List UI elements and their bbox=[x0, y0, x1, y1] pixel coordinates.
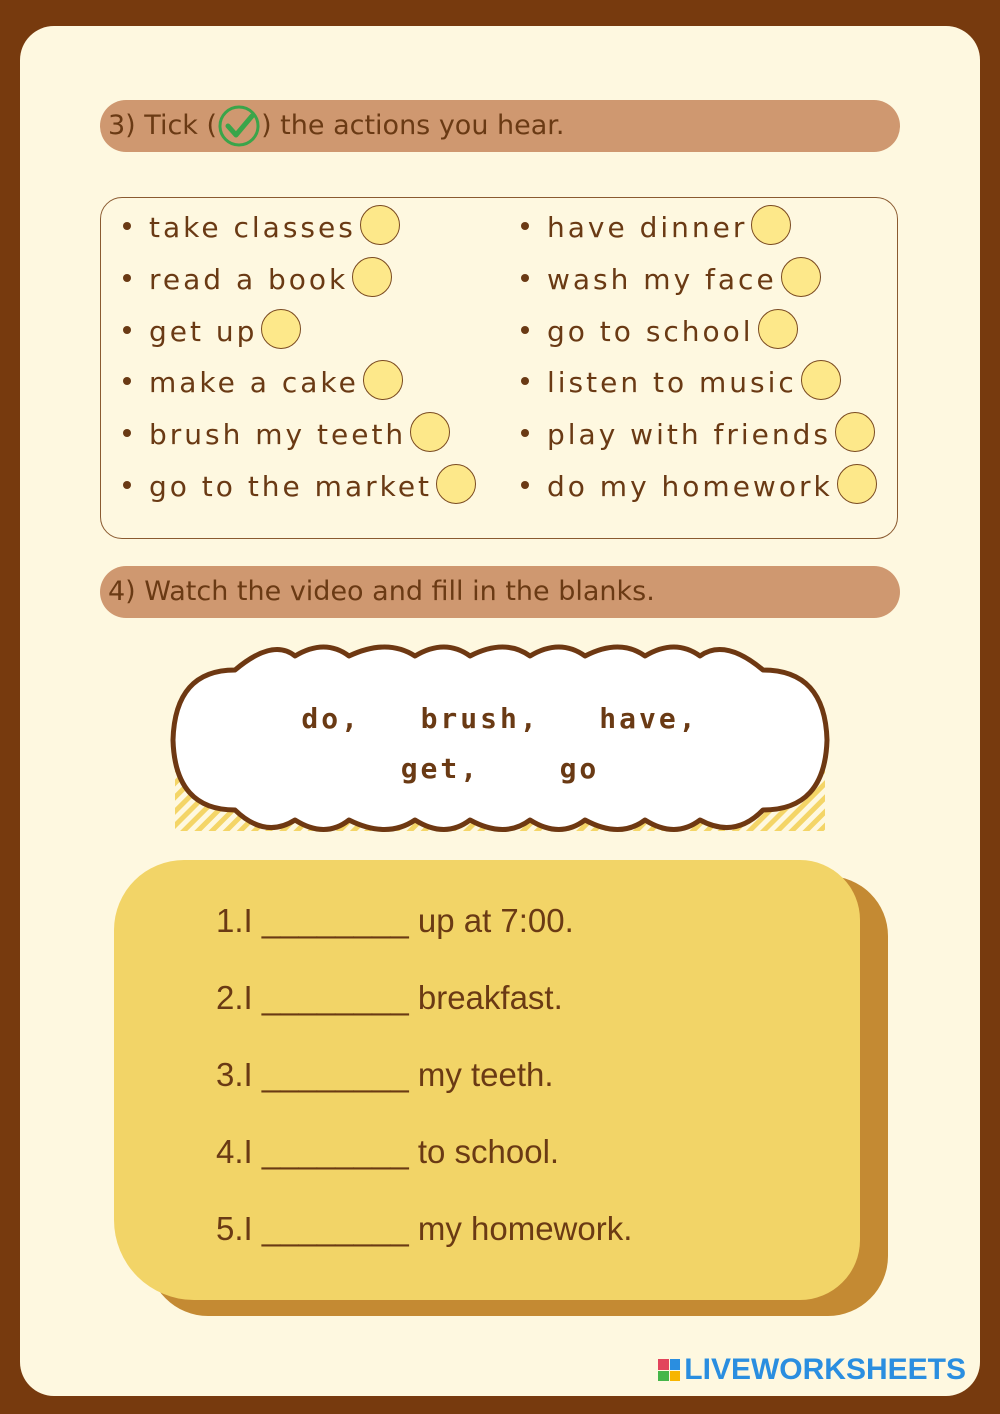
tick-circle[interactable] bbox=[360, 205, 400, 245]
action-label: make a cake bbox=[149, 366, 359, 400]
tick-circle[interactable] bbox=[801, 360, 841, 400]
fill-blank-sentence[interactable]: 5.I ________ my homework. bbox=[216, 1210, 633, 1247]
logo-text: LIVEWORKSHEETS bbox=[684, 1353, 966, 1386]
action-label: go to school bbox=[547, 314, 754, 348]
tick-circle[interactable] bbox=[781, 257, 821, 297]
tick-circle[interactable] bbox=[835, 412, 875, 452]
bullet-icon bbox=[123, 326, 131, 334]
tick-circle[interactable] bbox=[436, 464, 476, 504]
word-bank-line-1: do, brush, have, bbox=[301, 702, 699, 735]
action-label: get up bbox=[149, 314, 258, 348]
action-item bbox=[521, 312, 798, 352]
section-4-banner bbox=[100, 566, 900, 618]
section-4-title: 4) Watch the video and fill in the blanks. bbox=[108, 576, 655, 607]
bullet-icon bbox=[521, 274, 529, 282]
bullet-icon bbox=[123, 481, 131, 489]
action-item bbox=[123, 312, 301, 352]
action-item bbox=[521, 208, 791, 248]
action-item bbox=[123, 260, 392, 300]
tick-circle[interactable] bbox=[837, 464, 877, 504]
action-item bbox=[521, 260, 821, 300]
checkmark-icon bbox=[217, 104, 261, 148]
liveworksheets-logo bbox=[658, 1352, 966, 1388]
actions-box bbox=[100, 197, 898, 539]
fill-blank-sentence[interactable]: 2.I ________ breakfast. bbox=[216, 979, 563, 1016]
action-label: go to the market bbox=[149, 470, 433, 503]
cloud-shape bbox=[165, 634, 835, 839]
word-bank-line-2: get, go bbox=[400, 752, 600, 785]
bullet-icon bbox=[521, 326, 529, 334]
tick-circle[interactable] bbox=[410, 412, 450, 452]
action-label: have dinner bbox=[547, 211, 748, 244]
section-3-title-start: 3) Tick ( bbox=[108, 110, 218, 141]
word-bank-cloud bbox=[165, 634, 835, 839]
action-label: listen to music bbox=[547, 366, 797, 400]
action-label: take classes bbox=[149, 211, 356, 244]
action-item bbox=[123, 363, 403, 403]
bullet-icon bbox=[123, 429, 131, 437]
bullet-icon bbox=[123, 222, 131, 230]
bullet-icon bbox=[521, 377, 529, 385]
action-item bbox=[123, 208, 400, 248]
bullet-icon bbox=[521, 222, 529, 230]
bullet-icon bbox=[521, 481, 529, 489]
action-item bbox=[521, 415, 875, 455]
worksheet-page bbox=[20, 26, 980, 1396]
tick-circle[interactable] bbox=[261, 309, 301, 349]
action-item bbox=[123, 415, 450, 455]
bullet-icon bbox=[123, 377, 131, 385]
action-label: read a book bbox=[149, 262, 349, 296]
section-3-banner bbox=[100, 100, 900, 152]
fill-blank-sentence[interactable]: 1.I ________ up at 7:00. bbox=[216, 902, 574, 939]
fill-blank-sentence[interactable]: 4.I ________ to school. bbox=[216, 1133, 560, 1170]
tick-circle[interactable] bbox=[363, 360, 403, 400]
tick-circle[interactable] bbox=[352, 257, 392, 297]
action-item bbox=[521, 467, 877, 507]
tick-circle[interactable] bbox=[751, 205, 791, 245]
action-item bbox=[521, 363, 841, 403]
action-label: play with friends bbox=[547, 418, 831, 452]
tick-circle[interactable] bbox=[758, 309, 798, 349]
logo-mark-icon bbox=[658, 1359, 680, 1381]
action-label: do my homework bbox=[547, 470, 833, 503]
action-label: brush my teeth bbox=[149, 418, 407, 452]
bullet-icon bbox=[123, 274, 131, 282]
action-label: wash my face bbox=[547, 262, 777, 296]
bullet-icon bbox=[521, 429, 529, 437]
fill-blank-sentence[interactable]: 3.I ________ my teeth. bbox=[216, 1056, 554, 1093]
action-item bbox=[123, 467, 476, 507]
section-3-title-end: ) the actions you hear. bbox=[261, 110, 565, 141]
